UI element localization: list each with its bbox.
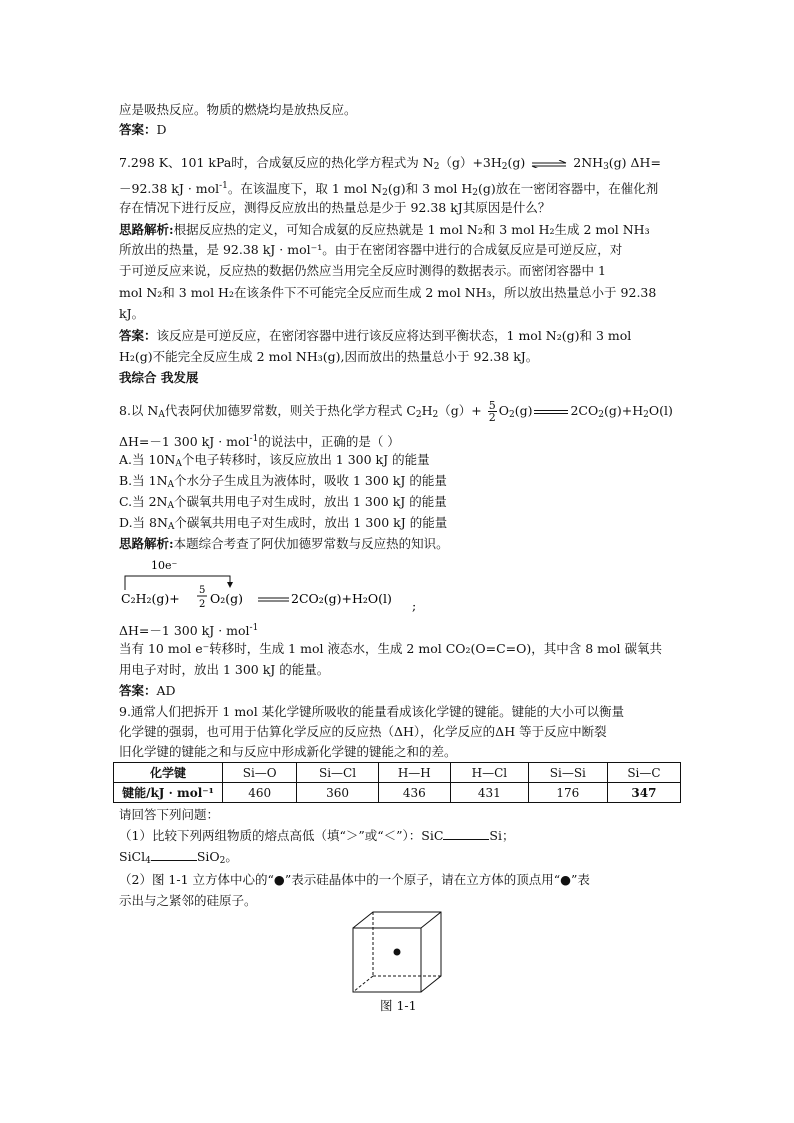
table-cell: Si—C — [607, 763, 680, 783]
equation-semicolon: ; — [412, 598, 417, 613]
question-9-part2: （2）图 1-1 立方体中心的“●”表示硅晶体中的一个原子，请在立方体的顶点用“●”表 — [119, 872, 590, 887]
electron-transfer-diagram — [119, 558, 429, 620]
table-cell: Si—Cl — [297, 763, 378, 783]
answer-line: 答案：该反应是可逆反应，在密闭容器中进行该反应将达到平衡状态，1 mol N₂(g)和 3 mol — [119, 328, 632, 343]
table-row — [114, 763, 681, 783]
electron-count-label: 10e⁻ — [151, 559, 178, 572]
analysis-line: 于可逆反应来说，反应热的数据仍然应当用完全反应时测得的数据表示。而密闭容器中 1 — [119, 263, 606, 278]
cube-diagram — [348, 910, 448, 996]
table-cell: 460 — [223, 783, 297, 803]
equation-left: C₂H₂(g)+ — [121, 591, 180, 606]
table-cell: 360 — [297, 783, 378, 803]
reversible-arrow-icon — [531, 160, 567, 168]
equals-sign-icon — [534, 410, 568, 414]
question-9-part1: （1）比较下列两组物质的熔点高低（填“＞”或“＜”）：SiC Si； — [119, 828, 515, 843]
table-cell: 436 — [378, 783, 450, 803]
explanation-line: 用电子对时，放出 1 300 kJ 的能量。 — [119, 662, 330, 677]
analysis-line: 所放出的热量，是 92.38 kJ · mol⁻¹。由于在密闭容器中进行的合成氨反应是可逆反应，对 — [119, 242, 623, 257]
analysis-line: 思路解析:根据反应热的定义，可知合成氨的反应热就是 1 mol N₂和 3 mol H₂生成 2 mol NH₃ — [119, 222, 650, 237]
question-7-line3: 存在情况下进行反应，测得反应放出的热量总是少于 92.38 kJ其原因是什么？ — [119, 200, 551, 215]
equation-right: 2CO₂(g)+H₂O(l) — [291, 591, 392, 606]
fraction-den: 2 — [199, 599, 206, 610]
fraction: $\frac{5}{2}$ — [488, 399, 496, 424]
question-8-line1: 8.以 $N_A$代表阿伏加德罗常数，则关于热化学方程式 $C_2H_2(g)+$ $\frac{5}{2}$ $O_2(g)$ $2CO_2(g)+H_2O(l)$ — [119, 399, 673, 424]
analysis-line: kJ。 — [119, 306, 145, 321]
table-cell: 176 — [528, 783, 607, 803]
table-cell: Si—O — [223, 763, 297, 783]
question-7-line1: 7.298 K、101 kPa时，合成氨反应的热化学方程式为 $N_2(g)+3H_2(g)$ $2NH_3(g)$ ΔH= — [119, 155, 661, 172]
question-9-part2: 示出与之紧邻的硅原子。 — [119, 893, 257, 908]
question-9-line1: 9.通常人们把拆开 1 mol 某化学键所吸收的能量看成该化学键的键能。键能的大小可以衡量 — [119, 704, 625, 719]
question-9-line2: 化学键的强弱，也可用于估算化学反应的反应热（ΔH），化学反应的ΔH 等于反应中断裂 — [119, 724, 607, 739]
question-8-line2: ΔH=－1 300 kJ · mol$^{-1}$的说法中，正确的是（ ） — [119, 434, 400, 449]
section-heading: 我综合 我发展 — [119, 370, 199, 385]
arrow-head-icon — [227, 582, 233, 588]
table-cell: H—H — [378, 763, 450, 783]
answer-blank[interactable] — [151, 848, 197, 861]
table-cell: 347 — [607, 783, 680, 803]
option-c: C.当 $2N_A$个碳氧共用电子对生成时，放出 1 300 kJ 的能量 — [119, 494, 447, 511]
answer-line: 答案：D — [119, 122, 167, 137]
text-line: 请回答下列问题： — [119, 807, 220, 822]
question-7-line2: －92.38 kJ · mol$^{-1}$。在该温度下，取 1 mol $N_2(g)$和 3 mol $H_2(g)$放在一密闭容器中，在催化剂 — [119, 181, 659, 198]
table-header-cell: 键能/kJ · mol⁻¹ — [114, 783, 223, 803]
table-cell: H—Cl — [450, 763, 528, 783]
option-a: A.当 $10N_A$个电子转移时，该反应放出 1 300 kJ 的能量 — [119, 452, 430, 469]
bond-energy-table — [113, 762, 681, 803]
answer-line: 答案：AD — [119, 683, 176, 698]
table-row — [114, 783, 681, 803]
fraction-num: 5 — [199, 585, 206, 596]
equation-o2: O₂(g) — [210, 591, 244, 606]
question-9-line3: 旧化学键的键能之和与反应中形成新化学键的键能之和的差。 — [119, 744, 457, 759]
option-b: B.当 $1N_A$个水分子生成且为液体时，吸收 1 300 kJ 的能量 — [119, 473, 447, 490]
analysis-line: 思路解析:本题综合考查了阿伏加德罗常数与反应热的知识。 — [119, 536, 449, 551]
question-9-part1b: SiCl$_4$ SiO$_2$。 — [119, 849, 238, 866]
center-atom-icon — [394, 949, 401, 956]
figure-caption: 图 1-1 — [380, 998, 417, 1013]
table-header-cell: 化学键 — [114, 763, 223, 783]
table-cell: 431 — [450, 783, 528, 803]
text-line: 应是吸热反应。物质的燃烧均是放热反应。 — [119, 102, 357, 117]
cube-front-face — [353, 928, 421, 992]
transfer-bracket — [125, 576, 230, 590]
table-cell: Si—Si — [528, 763, 607, 783]
option-d: D.当 $8N_A$个碳氧共用电子对生成时，放出 1 300 kJ 的能量 — [119, 515, 448, 532]
explanation-line: 当有 10 mol e⁻转移时，生成 1 mol 液态水，生成 2 mol CO₂(O=C=O)，其中含 8 mol 碳氧共 — [119, 641, 663, 656]
answer-line: H₂(g)不能完全反应生成 2 mol NH₃(g),因而放出的热量总小于 92.38 kJ。 — [119, 349, 539, 364]
delta-h-line: ΔH=－1 300 kJ · mol$^{-1}$ — [119, 623, 259, 638]
answer-blank[interactable] — [443, 827, 489, 840]
analysis-line: mol N₂和 3 mol H₂在该条件下不可能完全反应而生成 2 mol NH₃，所以放出热量总小于 92.38 — [119, 285, 657, 300]
